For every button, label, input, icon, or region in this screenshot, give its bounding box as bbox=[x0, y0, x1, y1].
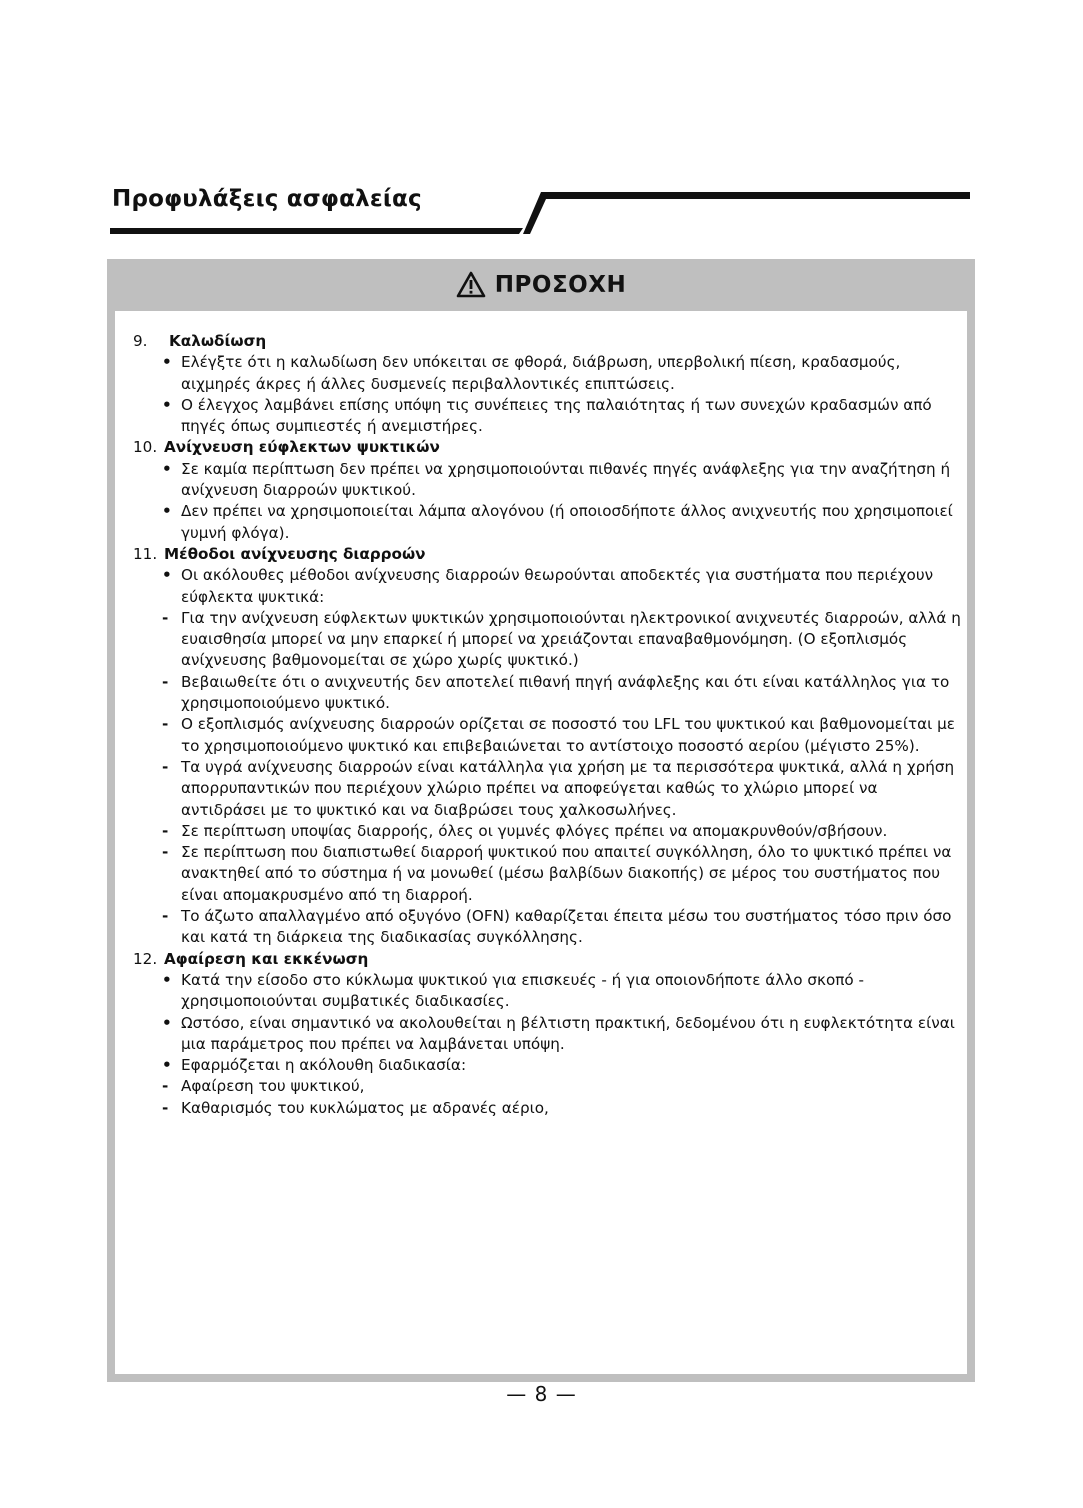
section-heading bbox=[133, 544, 965, 565]
list-item bbox=[133, 352, 965, 395]
bullet-marker: • bbox=[162, 459, 172, 478]
list-item bbox=[133, 672, 965, 715]
warning-triangle-icon bbox=[456, 271, 486, 298]
caution-header bbox=[107, 259, 975, 311]
list-item bbox=[133, 1098, 965, 1119]
list-item-text: Τα υγρά ανίχνευσης διαρροών είναι κατάλληλα για χρήση με τα περισσότερα ψυκτικά, αλλά η χρήση απορρυπαντικών που περιέχουν χλώριο πρέπει να αποφεύγεται καθώς το χλώριο μπορεί να αντιδράσει με το ψυκτικό και να διαβρώσει τους χαλκοσωλήνες. bbox=[181, 757, 955, 819]
section-heading bbox=[133, 331, 965, 352]
dash-marker: - bbox=[162, 907, 169, 926]
bullet-marker: • bbox=[162, 353, 172, 372]
list-item bbox=[133, 714, 965, 757]
list-item-text: Καθαρισμός του κυκλώματος με αδρανές αέριο, bbox=[181, 1098, 549, 1117]
page-number: — 8 — bbox=[506, 1382, 577, 1406]
section-number: 12. bbox=[133, 949, 158, 968]
list-item-text: Βεβαιωθείτε ότι ο ανιχνευτής δεν αποτελεί πιθανή πηγή ανάφλεξης και ότι είναι κατάλληλος για το χρησιμοποιούμενο ψυκτικό. bbox=[181, 672, 950, 713]
list-item-text: Σε περίπτωση που διαπιστωθεί διαρροή ψυκτικού που απαιτεί συγκόλληση, όλο το ψυκτικό πρέπει να ανακτηθεί από το σύστημα ή να μονωθεί (μέσω βαλβίδων διακοπής) σε μέρος του συστήματος που είναι απομακρυσμένο από τη διαρροή. bbox=[181, 843, 952, 904]
list-item-text: Οι ακόλουθες μέθοδοι ανίχνευσης διαρροών θεωρούνται αποδεκτές για συστήματα που περιέχουν εύφλεκτα ψυκτικά: bbox=[181, 566, 934, 606]
dash-marker: - bbox=[162, 1098, 169, 1117]
section-title: Αφαίρεση και εκκένωση bbox=[164, 949, 369, 968]
list-item bbox=[133, 395, 965, 438]
caution-title-group bbox=[456, 272, 626, 298]
list-item-text: Για την ανίχνευση εύφλεκτων ψυκτικών χρησιμοποιούνται ηλεκτρονικοί ανιχνευτές διαρροών, αλλά η ευαισθησία μπορεί να μην επαρκεί ή μπορεί να χρειάζονται επαναβαθμονόμηση. (Ο εξοπλισμός ανίχνευσης βαθμονομείται σε χώρο χωρίς ψυκτικό.) bbox=[181, 608, 961, 670]
list-item bbox=[133, 842, 965, 906]
list-item bbox=[133, 459, 965, 502]
list-item-text: Ο έλεγχος λαμβάνει επίσης υπόψη τις συνέπειες της παλαιότητας ή των συνεχών κραδασμών από πηγές όπως συμπιεστές ή ανεμιστήρες. bbox=[181, 395, 932, 436]
list-item bbox=[133, 821, 965, 842]
list-item bbox=[133, 501, 965, 544]
section-title: Ανίχνευση εύφλεκτων ψυκτικών bbox=[164, 438, 440, 457]
list-item bbox=[133, 906, 965, 949]
section bbox=[133, 331, 965, 437]
caution-title: ΠΡΟΣΟΧΗ bbox=[494, 272, 627, 298]
list-item-text: Ο εξοπλισμός ανίχνευσης διαρροών ορίζεται σε ποσοστό του LFL του ψυκτικού και βαθμονομείται με το χρησιμοποιούμενο ψυκτικό και επιβεβαιώνεται το αντίστοιχο ποσοστό αερίου (μέγιστο 25%). bbox=[181, 715, 955, 755]
dash-marker: - bbox=[162, 1077, 169, 1096]
dash-marker: - bbox=[162, 672, 169, 691]
page-title: Προφυλάξεις ασφαλείας bbox=[112, 186, 422, 212]
list-item-text: Ελέγξτε ότι η καλωδίωση δεν υπόκειται σε φθορά, διάβρωση, υπερβολική πίεση, κραδασμούς, αιχμηρές άκρες ή άλλες δυσμενείς περιβαλλοντικές επιπτώσεις. bbox=[181, 353, 901, 393]
bullet-marker: • bbox=[162, 395, 172, 414]
dash-marker: - bbox=[162, 608, 169, 627]
list-item bbox=[133, 970, 965, 1013]
list-item bbox=[133, 1076, 965, 1097]
section-heading bbox=[133, 949, 965, 970]
section-title: Καλωδίωση bbox=[169, 332, 267, 350]
list-item-text: Κατά την είσοδο στο κύκλωμα ψυκτικού για επισκευές - ή για οποιονδήποτε άλλο σκοπό - χρησιμοποιούνται συμβατικές διαδικασίες. bbox=[181, 970, 864, 1011]
section bbox=[133, 949, 965, 1119]
caution-box bbox=[107, 259, 975, 1382]
bullet-marker: • bbox=[162, 970, 172, 989]
dash-marker: - bbox=[162, 715, 169, 734]
list-item bbox=[133, 757, 965, 821]
list-item bbox=[133, 1013, 965, 1056]
caution-content bbox=[133, 331, 965, 1119]
section-heading bbox=[133, 437, 965, 458]
caution-body bbox=[115, 311, 967, 1374]
section-number: 10. bbox=[133, 438, 158, 457]
list-item bbox=[133, 565, 965, 608]
page-header bbox=[0, 0, 1083, 240]
bullet-marker: • bbox=[162, 566, 172, 585]
section-number: 11. bbox=[133, 544, 158, 563]
list-item-text: Δεν πρέπει να χρησιμοποιείται λάμπα αλογόνου (ή οποιοσδήποτε άλλος ανιχνευτής που χρησιμοποιεί γυμνή φλόγα). bbox=[181, 502, 953, 542]
list-item-text: Αφαίρεση του ψυκτικού, bbox=[181, 1077, 365, 1096]
section-title: Μέθοδοι ανίχνευσης διαρροών bbox=[164, 544, 426, 563]
section-number: 9. bbox=[133, 332, 148, 350]
section bbox=[133, 544, 965, 949]
bullet-marker: • bbox=[162, 1056, 172, 1075]
list-item bbox=[133, 1055, 965, 1076]
list-item-text: Ωστόσο, είναι σημαντικό να ακολουθείται η βέλτιστη πρακτική, δεδομένου ότι η ευφλεκτότητα είναι μια παράμετρος που πρέπει να λαμβάνεται υπόψη. bbox=[181, 1013, 955, 1053]
list-item-text: Σε περίπτωση υποψίας διαρροής, όλες οι γυμνές φλόγες πρέπει να απομακρυνθούν/σβήσουν. bbox=[181, 821, 888, 840]
list-item bbox=[133, 608, 965, 672]
bullet-marker: • bbox=[162, 1013, 172, 1032]
list-item-text: Σε καμία περίπτωση δεν πρέπει να χρησιμοποιούνται πιθανές πηγές ανάφλεξης για την αναζήτηση ή ανίχνευση διαρροών ψυκτικού. bbox=[181, 459, 951, 500]
section bbox=[133, 437, 965, 543]
dash-marker: - bbox=[162, 821, 169, 840]
dash-marker: - bbox=[162, 757, 169, 776]
list-item-text: Το άζωτο απαλλαγμένο από οξυγόνο (OFN) καθαρίζεται έπειτα μέσω του συστήματος τόσο πριν όσο και κατά τη διάρκεια της διαδικασίας συγκόλλησης. bbox=[181, 907, 952, 947]
dash-marker: - bbox=[162, 843, 169, 862]
bullet-marker: • bbox=[162, 502, 172, 521]
list-item-text: Εφαρμόζεται η ακόλουθη διαδικασία: bbox=[181, 1056, 467, 1075]
